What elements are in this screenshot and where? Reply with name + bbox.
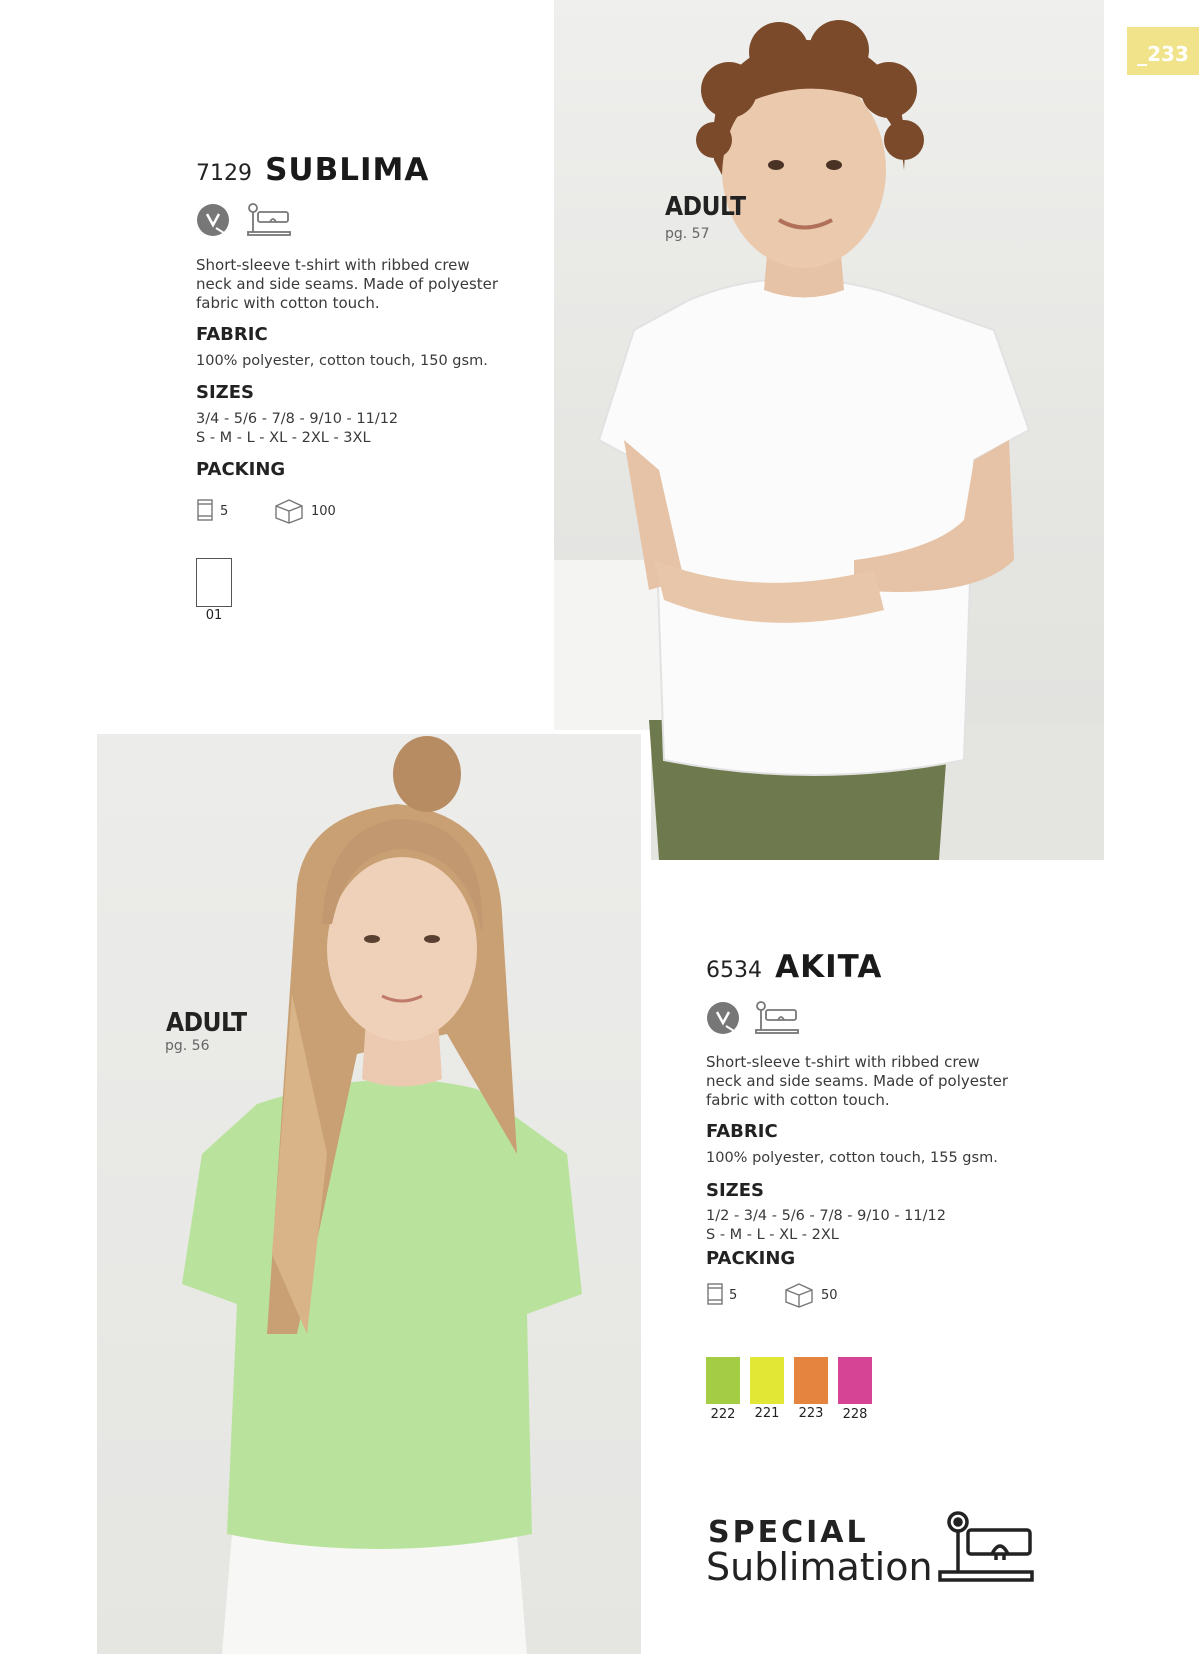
page-number: _233 bbox=[1127, 27, 1199, 75]
sublima-name: SUBLIMA bbox=[265, 152, 430, 188]
sublima-heading bbox=[196, 152, 429, 188]
sublima-sizes-kids: 3/4 - 5/6 - 7/8 - 9/10 - 11/12 bbox=[196, 411, 399, 427]
akita-swatch-221-label: 221 bbox=[754, 1406, 780, 1421]
akita-pack-inner: 5 bbox=[729, 1288, 738, 1303]
adult-label-boy: ADULT bbox=[665, 192, 746, 222]
sublimation-machine-icon bbox=[246, 202, 292, 240]
adult-label-girl: ADULT bbox=[166, 1008, 247, 1038]
akita-code: 6534 bbox=[706, 958, 762, 983]
sublima-swatch-01-label: 01 bbox=[205, 608, 223, 623]
akita-fabric-label: FABRIC bbox=[706, 1121, 778, 1142]
boy-illustration bbox=[554, 0, 1104, 860]
eco-badge-icon bbox=[196, 203, 230, 241]
akita-swatch-222-label: 222 bbox=[710, 1407, 736, 1422]
girl-illustration bbox=[97, 734, 641, 1654]
box-icon bbox=[784, 1282, 814, 1312]
special-title: SPECIAL bbox=[708, 1515, 869, 1550]
akita-swatch-228 bbox=[838, 1357, 872, 1404]
akita-packing-label: PACKING bbox=[706, 1248, 796, 1269]
sublimation-machine-icon bbox=[754, 1000, 800, 1038]
sublima-fabric-label: FABRIC bbox=[196, 324, 268, 345]
inner-pack-icon bbox=[706, 1282, 724, 1310]
sublima-pack-inner: 5 bbox=[220, 504, 229, 519]
akita-name: AKITA bbox=[775, 949, 883, 985]
sublima-sizes-adult: S - M - L - XL - 2XL - 3XL bbox=[196, 430, 371, 446]
akita-fabric: 100% polyester, cotton touch, 155 gsm. bbox=[706, 1150, 998, 1166]
sublima-code: 7129 bbox=[196, 161, 252, 186]
adult-page-boy: pg. 57 bbox=[665, 226, 710, 242]
sublimation-machine-icon-large bbox=[936, 1508, 1036, 1588]
sublima-packing-label: PACKING bbox=[196, 459, 286, 480]
akita-sizes-kids: 1/2 - 3/4 - 5/6 - 7/8 - 9/10 - 11/12 bbox=[706, 1208, 946, 1224]
akita-sizes-adult: S - M - L - XL - 2XL bbox=[706, 1227, 839, 1243]
akita-pack-box: 50 bbox=[821, 1288, 838, 1303]
box-icon bbox=[274, 498, 304, 528]
akita-swatch-223-label: 223 bbox=[798, 1406, 824, 1421]
sublima-fabric: 100% polyester, cotton touch, 150 gsm. bbox=[196, 353, 488, 369]
akita-swatch-228-label: 228 bbox=[842, 1407, 868, 1422]
sublima-swatch-01 bbox=[196, 558, 232, 607]
akita-swatch-221 bbox=[750, 1357, 784, 1404]
sublima-sizes-label: SIZES bbox=[196, 382, 254, 403]
adult-page-girl: pg. 56 bbox=[165, 1038, 210, 1054]
akita-swatch-223 bbox=[794, 1357, 828, 1404]
akita-description: Short-sleeve t-shirt with ribbed crew neck and side seams. Made of polyester fabric with cotton touch. bbox=[706, 1053, 1009, 1109]
akita-swatch-222 bbox=[706, 1357, 740, 1404]
sublima-description: Short-sleeve t-shirt with ribbed crew neck and side seams. Made of polyester fabric with cotton touch. bbox=[196, 256, 499, 312]
akita-sizes-label: SIZES bbox=[706, 1180, 764, 1201]
special-subtitle: Sublimation bbox=[706, 1545, 933, 1589]
sublima-pack-box: 100 bbox=[311, 504, 336, 519]
eco-badge-icon bbox=[706, 1001, 740, 1039]
inner-pack-icon bbox=[196, 498, 214, 526]
akita-heading bbox=[706, 949, 882, 985]
